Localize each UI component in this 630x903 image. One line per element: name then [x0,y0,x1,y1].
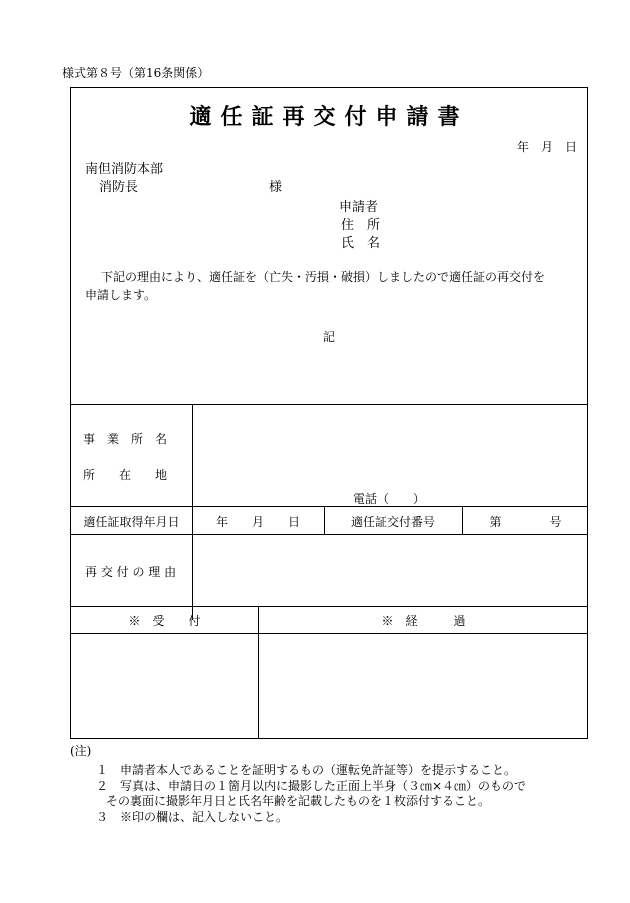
acquired-date-value: 年 月 日 [215,515,300,529]
application-date: 年 月 日 [516,140,577,154]
row-line-3 [71,606,587,607]
recipient-title: 消防長 [99,180,139,195]
note-item-2: ２ 写真は、申請日の１箇月以内に撮影した正面上半身（３㎝×４㎝）のもので [96,779,527,793]
ki-marker: 記 [323,330,336,344]
recipient-honorific: 様 [269,180,283,195]
table-top-line [71,404,587,405]
label-column-line [192,404,193,620]
acquired-date-label: 適任証取得年月日 [83,515,180,529]
progress-header: ※ 経 過 [381,614,466,628]
request-text-line1: 下記の理由により、適任証を（亡失・汚損・破損）しましたので適任証の再交付を [101,270,546,284]
reason-label: 再 交 付 の 理 由 [85,565,177,579]
applicant-label: 申請者 [339,200,379,215]
form-number-label: 様式第８号（第16条関係） [62,66,210,80]
recipient-org: 南但消防本部 [85,162,164,177]
row-line-1 [71,506,587,507]
row-line-2 [71,534,587,535]
business-name-label: 事 業 所 名 [83,432,168,446]
application-form-frame [70,87,588,739]
note-item-1: １ 申請者本人であることを証明するもの（運転免許証等）を提示すること。 [96,763,517,777]
row-line-4 [71,633,587,634]
phone-label: 電話（ ） [353,492,426,506]
location-label: 所 在 地 [83,468,168,482]
note-item-2-continued: その裏面に撮影年月日と氏名年齢を記載したものを１枚添付すること。 [106,794,491,808]
form-title: 適任証再交付申請書 [189,104,469,130]
request-text-line2: 申請します。 [85,288,157,302]
notes-header: (注) [70,744,92,758]
cert-number-label: 適任証交付番号 [350,515,435,529]
note-item-3: ３ ※印の欄は、記入しないこと。 [96,810,289,824]
cert-number-value: 第 号 [489,515,562,529]
applicant-name-label: 氏 名 [341,236,381,251]
applicant-address-label: 住 所 [341,218,381,233]
receipt-header: ※ 受 付 [128,614,201,628]
